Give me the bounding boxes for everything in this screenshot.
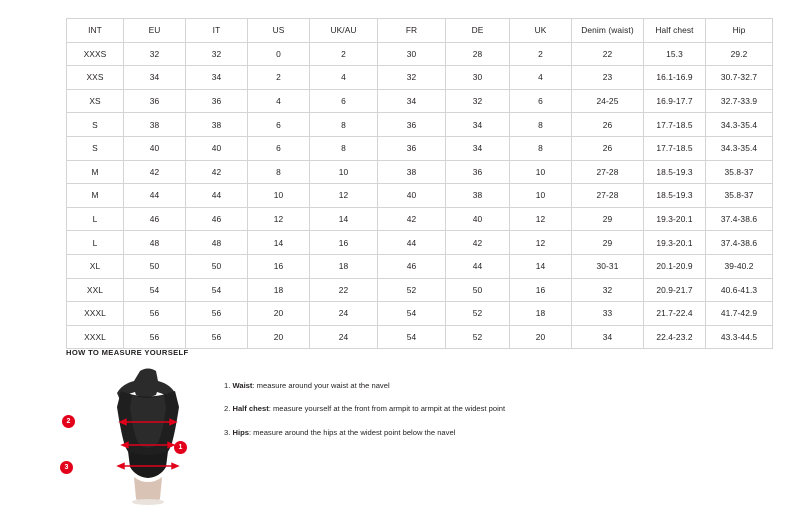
measure-instruction-text: : measure around your waist at the navel xyxy=(252,381,390,390)
measure-instruction-term: Half chest xyxy=(232,404,269,414)
size-value-cell: 40 xyxy=(124,136,186,160)
size-label-cell: XL xyxy=(67,254,124,278)
table-row xyxy=(67,89,773,113)
size-value-cell: 56 xyxy=(186,302,248,326)
how-to-measure-body xyxy=(66,365,746,505)
size-value-cell: 56 xyxy=(124,302,186,326)
size-label-cell: S xyxy=(67,136,124,160)
bullet-marker-1: 1 xyxy=(174,441,187,454)
size-value-cell: 46 xyxy=(124,207,186,231)
measure-instruction xyxy=(224,404,505,414)
size-value-cell: 22 xyxy=(310,278,378,302)
size-value-cell: 32 xyxy=(378,66,446,90)
size-value-cell: 29.2 xyxy=(706,42,773,66)
size-value-cell: 36 xyxy=(186,89,248,113)
size-value-cell: 17.7-18.5 xyxy=(644,136,706,160)
size-value-cell: 8 xyxy=(248,160,310,184)
size-value-cell: 14 xyxy=(310,207,378,231)
column-header: Half chest xyxy=(644,19,706,43)
measure-instruction-index: 2. xyxy=(224,404,231,414)
size-value-cell: 32 xyxy=(446,89,510,113)
size-value-cell: 26 xyxy=(572,113,644,137)
size-value-cell: 32 xyxy=(124,42,186,66)
size-value-cell: 38 xyxy=(124,113,186,137)
measure-instructions-list xyxy=(224,365,505,451)
size-value-cell: 4 xyxy=(248,89,310,113)
size-value-cell: 8 xyxy=(310,113,378,137)
size-value-cell: 36 xyxy=(446,160,510,184)
size-value-cell: 54 xyxy=(186,278,248,302)
mannequin-illustration xyxy=(88,365,208,505)
size-value-cell: 6 xyxy=(248,113,310,137)
size-value-cell: 40 xyxy=(446,207,510,231)
size-value-cell: 6 xyxy=(248,136,310,160)
table-row xyxy=(67,66,773,90)
table-row xyxy=(67,42,773,66)
size-value-cell: 42 xyxy=(378,207,446,231)
size-label-cell: XXS xyxy=(67,66,124,90)
table-body xyxy=(67,42,773,349)
size-value-cell: 48 xyxy=(124,231,186,255)
size-value-cell: 27-28 xyxy=(572,184,644,208)
size-value-cell: 8 xyxy=(510,113,572,137)
size-value-cell: 48 xyxy=(186,231,248,255)
size-value-cell: 50 xyxy=(186,254,248,278)
size-value-cell: 8 xyxy=(510,136,572,160)
size-value-cell: 12 xyxy=(310,184,378,208)
size-value-cell: 24 xyxy=(310,325,378,349)
column-header: UK/AU xyxy=(310,19,378,43)
size-value-cell: 12 xyxy=(510,231,572,255)
size-value-cell: 23 xyxy=(572,66,644,90)
size-value-cell: 18.5-19.3 xyxy=(644,160,706,184)
size-value-cell: 44 xyxy=(124,184,186,208)
size-value-cell: 39-40.2 xyxy=(706,254,773,278)
size-value-cell: 16.9-17.7 xyxy=(644,89,706,113)
column-header: Denim (waist) xyxy=(572,19,644,43)
measure-instruction xyxy=(224,381,505,391)
size-value-cell: 6 xyxy=(510,89,572,113)
size-value-cell: 37.4-38.6 xyxy=(706,231,773,255)
table-header-row xyxy=(67,19,773,43)
size-value-cell: 50 xyxy=(446,278,510,302)
size-value-cell: 27-28 xyxy=(572,160,644,184)
size-value-cell: 20 xyxy=(510,325,572,349)
size-value-cell: 40 xyxy=(186,136,248,160)
size-value-cell: 4 xyxy=(510,66,572,90)
column-header: UK xyxy=(510,19,572,43)
size-value-cell: 42 xyxy=(186,160,248,184)
size-chart-table xyxy=(66,18,773,349)
size-value-cell: 34 xyxy=(186,66,248,90)
size-value-cell: 16.1-16.9 xyxy=(644,66,706,90)
size-value-cell: 20 xyxy=(248,325,310,349)
size-label-cell: M xyxy=(67,184,124,208)
how-to-measure-section xyxy=(66,348,746,505)
size-value-cell: 29 xyxy=(572,231,644,255)
table-row xyxy=(67,278,773,302)
size-value-cell: 21.7-22.4 xyxy=(644,302,706,326)
size-value-cell: 16 xyxy=(248,254,310,278)
size-value-cell: 20.9-21.7 xyxy=(644,278,706,302)
size-value-cell: 20 xyxy=(248,302,310,326)
size-value-cell: 54 xyxy=(124,278,186,302)
size-value-cell: 34 xyxy=(446,113,510,137)
size-value-cell: 34 xyxy=(124,66,186,90)
size-label-cell: L xyxy=(67,207,124,231)
size-value-cell: 52 xyxy=(378,278,446,302)
bullet-marker-2: 2 xyxy=(62,415,75,428)
size-value-cell: 22 xyxy=(572,42,644,66)
measure-instruction-index: 1. xyxy=(224,381,231,390)
size-value-cell: 43.3-44.5 xyxy=(706,325,773,349)
size-value-cell: 34.3-35.4 xyxy=(706,136,773,160)
size-chart-table-wrapper xyxy=(66,18,758,349)
measure-instruction-term: Waist xyxy=(232,381,253,390)
size-label-cell: M xyxy=(67,160,124,184)
size-value-cell: 44 xyxy=(378,231,446,255)
size-value-cell: 10 xyxy=(510,184,572,208)
size-value-cell: 17.7-18.5 xyxy=(644,113,706,137)
size-label-cell: S xyxy=(67,113,124,137)
bullet-marker-3: 3 xyxy=(60,461,73,474)
size-value-cell: 32 xyxy=(572,278,644,302)
table-row xyxy=(67,184,773,208)
size-value-cell: 19.3-20.1 xyxy=(644,207,706,231)
measure-instruction-text: : measure around the hips at the widest point below the navel xyxy=(248,427,456,437)
size-value-cell: 36 xyxy=(378,136,446,160)
size-value-cell: 12 xyxy=(510,207,572,231)
size-value-cell: 42 xyxy=(446,231,510,255)
size-value-cell: 34 xyxy=(572,325,644,349)
size-value-cell: 19.3-20.1 xyxy=(644,231,706,255)
size-value-cell: 52 xyxy=(446,325,510,349)
column-header: FR xyxy=(378,19,446,43)
size-value-cell: 36 xyxy=(378,113,446,137)
size-value-cell: 14 xyxy=(248,231,310,255)
column-header: EU xyxy=(124,19,186,43)
size-value-cell: 22.4-23.2 xyxy=(644,325,706,349)
size-value-cell: 50 xyxy=(124,254,186,278)
size-value-cell: 16 xyxy=(510,278,572,302)
size-value-cell: 18 xyxy=(310,254,378,278)
size-value-cell: 38 xyxy=(446,184,510,208)
size-value-cell: 54 xyxy=(378,302,446,326)
table-row xyxy=(67,254,773,278)
measure-instruction-text: : measure yourself at the front from armpit to armpit at the widest point xyxy=(268,404,506,414)
size-value-cell: 32.7-33.9 xyxy=(706,89,773,113)
column-header: INT xyxy=(67,19,124,43)
size-value-cell: 32 xyxy=(186,42,248,66)
size-value-cell: 18 xyxy=(248,278,310,302)
size-label-cell: L xyxy=(67,231,124,255)
size-value-cell: 30 xyxy=(378,42,446,66)
size-value-cell: 2 xyxy=(310,42,378,66)
size-value-cell: 16 xyxy=(310,231,378,255)
size-value-cell: 24 xyxy=(310,302,378,326)
size-value-cell: 52 xyxy=(446,302,510,326)
size-label-cell: XXXL xyxy=(67,325,124,349)
column-header: US xyxy=(248,19,310,43)
size-value-cell: 46 xyxy=(186,207,248,231)
size-value-cell: 44 xyxy=(446,254,510,278)
size-value-cell: 46 xyxy=(378,254,446,278)
size-value-cell: 40.6-41.3 xyxy=(706,278,773,302)
size-value-cell: 42 xyxy=(124,160,186,184)
size-value-cell: 35.8-37 xyxy=(706,184,773,208)
size-value-cell: 54 xyxy=(378,325,446,349)
table-row xyxy=(67,325,773,349)
column-header: Hip xyxy=(706,19,773,43)
measure-instruction-term: Hips xyxy=(232,427,249,437)
size-value-cell: 14 xyxy=(510,254,572,278)
size-value-cell: 12 xyxy=(248,207,310,231)
size-value-cell: 56 xyxy=(124,325,186,349)
size-value-cell: 30-31 xyxy=(572,254,644,278)
size-value-cell: 10 xyxy=(310,160,378,184)
size-value-cell: 30 xyxy=(446,66,510,90)
size-value-cell: 33 xyxy=(572,302,644,326)
size-value-cell: 8 xyxy=(310,136,378,160)
size-value-cell: 34 xyxy=(378,89,446,113)
size-value-cell: 36 xyxy=(124,89,186,113)
size-value-cell: 29 xyxy=(572,207,644,231)
size-value-cell: 2 xyxy=(248,66,310,90)
size-value-cell: 6 xyxy=(310,89,378,113)
measure-instruction-index: 3. xyxy=(224,427,231,437)
table-row xyxy=(67,136,773,160)
size-value-cell: 41.7-42.9 xyxy=(706,302,773,326)
size-value-cell: 18 xyxy=(510,302,572,326)
size-value-cell: 34 xyxy=(446,136,510,160)
table-row xyxy=(67,113,773,137)
size-value-cell: 20.1-20.9 xyxy=(644,254,706,278)
size-value-cell: 38 xyxy=(378,160,446,184)
size-value-cell: 4 xyxy=(310,66,378,90)
size-value-cell: 35.8-37 xyxy=(706,160,773,184)
column-header: DE xyxy=(446,19,510,43)
size-value-cell: 0 xyxy=(248,42,310,66)
size-label-cell: XXL xyxy=(67,278,124,302)
size-value-cell: 28 xyxy=(446,42,510,66)
size-value-cell: 10 xyxy=(510,160,572,184)
size-value-cell: 24-25 xyxy=(572,89,644,113)
how-to-measure-title: HOW TO MEASURE YOURSELF xyxy=(66,348,189,357)
table-row xyxy=(67,160,773,184)
size-value-cell: 38 xyxy=(186,113,248,137)
size-value-cell: 37.4-38.6 xyxy=(706,207,773,231)
table-row xyxy=(67,302,773,326)
size-value-cell: 40 xyxy=(378,184,446,208)
column-header: IT xyxy=(186,19,248,43)
size-value-cell: 2 xyxy=(510,42,572,66)
size-value-cell: 30.7-32.7 xyxy=(706,66,773,90)
size-value-cell: 56 xyxy=(186,325,248,349)
size-value-cell: 44 xyxy=(186,184,248,208)
size-value-cell: 15.3 xyxy=(644,42,706,66)
size-value-cell: 10 xyxy=(248,184,310,208)
mannequin-figure xyxy=(64,365,208,505)
size-value-cell: 34.3-35.4 xyxy=(706,113,773,137)
table-row xyxy=(67,207,773,231)
measure-instruction xyxy=(224,428,505,438)
size-value-cell: 26 xyxy=(572,136,644,160)
size-value-cell: 18.5-19.3 xyxy=(644,184,706,208)
table-row xyxy=(67,231,773,255)
size-label-cell: XXXL xyxy=(67,302,124,326)
size-label-cell: XS xyxy=(67,89,124,113)
size-label-cell: XXXS xyxy=(67,42,124,66)
